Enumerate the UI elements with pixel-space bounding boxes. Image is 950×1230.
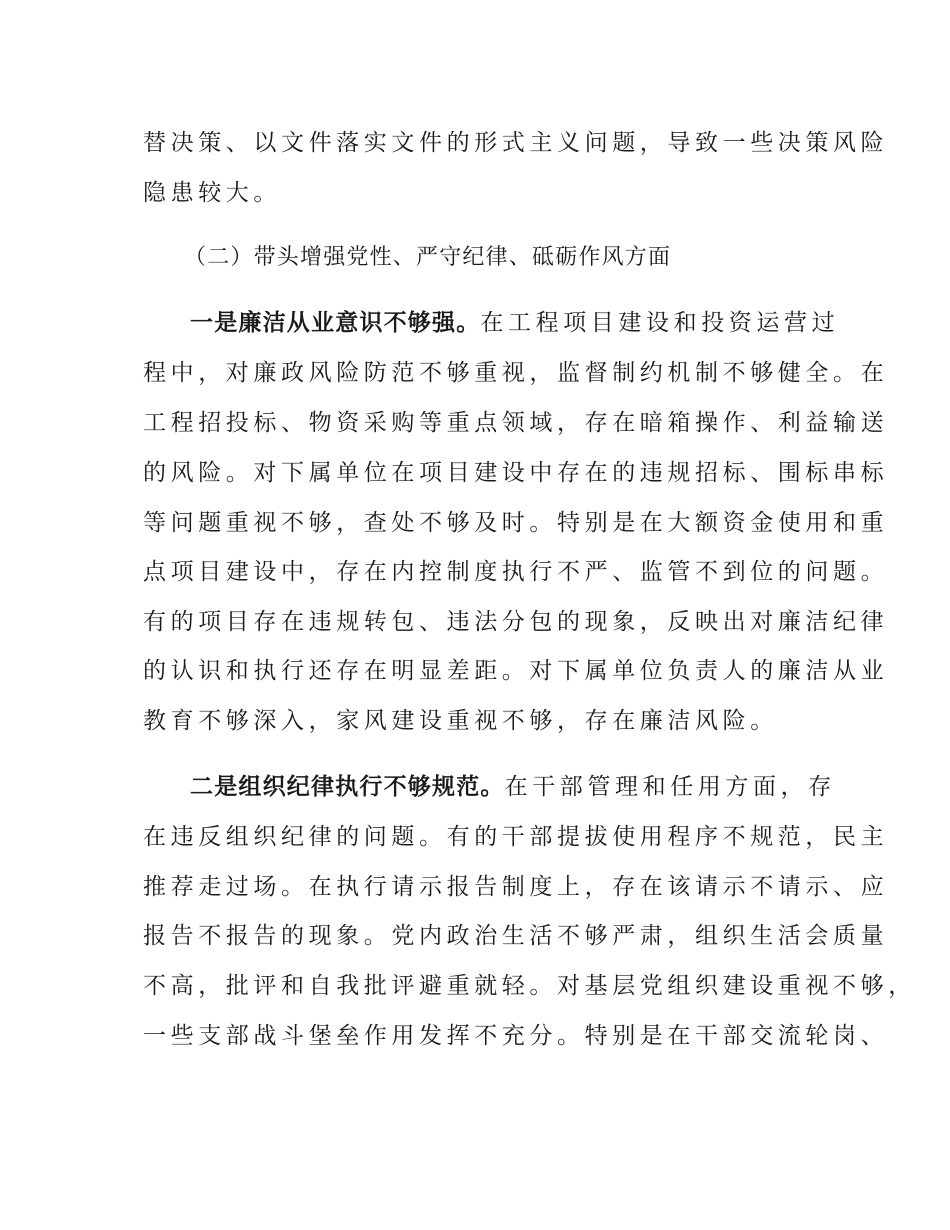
paragraph-lead: 二是组织纪律执行不够规范。 [190, 774, 505, 800]
text-line: 的认识和执行还存在明显差距。对下属单位负责人的廉洁从业 [143, 658, 889, 684]
text-line: 一些支部战斗堡垒作用发挥不充分。特别是在干部交流轮岗、 [143, 1023, 889, 1049]
text-line: 点项目建设中，存在内控制度执行不严、监管不到位的问题。 [143, 559, 889, 585]
paragraph-first-line [190, 772, 890, 802]
text-line: 教育不够深入，家风建设重视不够，存在廉洁风险。 [143, 708, 778, 734]
text-line: 的风险。对下属单位在项目建设中存在的违规招标、围标串标 [143, 460, 889, 486]
text-line: 不高，批评和自我批评避重就轻。对基层党组织建设重视不够， [143, 973, 916, 999]
text-line: 替决策、以文件落实文件的形式主义问题，导致一些决策风险 [143, 130, 889, 156]
text-line: 等问题重视不够，查处不够及时。特别是在大额资金使用和重 [143, 510, 889, 536]
text-line: 推荐走过场。在执行请示报告制度上，存在该请示不请示、应 [143, 874, 889, 900]
section-heading: （二）带头增强党性、严守纪律、砥砺作风方面 [184, 245, 672, 270]
text-line: 有的项目存在违规转包、违法分包的现象，反映出对廉洁纪律 [143, 609, 889, 635]
text-line: 报告不报告的现象。党内政治生活不够严肃，组织生活会质量 [143, 923, 889, 949]
paragraph-lead: 一是廉洁从业意识不够强。 [190, 310, 481, 336]
text-line: 在违反组织纪律的问题。有的干部提拔使用程序不规范，民主 [143, 824, 889, 850]
text-line: 隐患较大。 [143, 180, 281, 206]
paragraph-first-line [190, 308, 890, 338]
text-line: 工程招投标、物资采购等重点领域，存在暗箱操作、利益输送 [143, 410, 889, 436]
paragraph-text: 在干部管理和任用方面，存 [504, 774, 836, 800]
paragraph-text: 在工程项目建设和投资运营过 [480, 310, 840, 336]
text-line: 程中，对廉政风险防范不够重视，监督制约机制不够健全。在 [143, 360, 889, 386]
